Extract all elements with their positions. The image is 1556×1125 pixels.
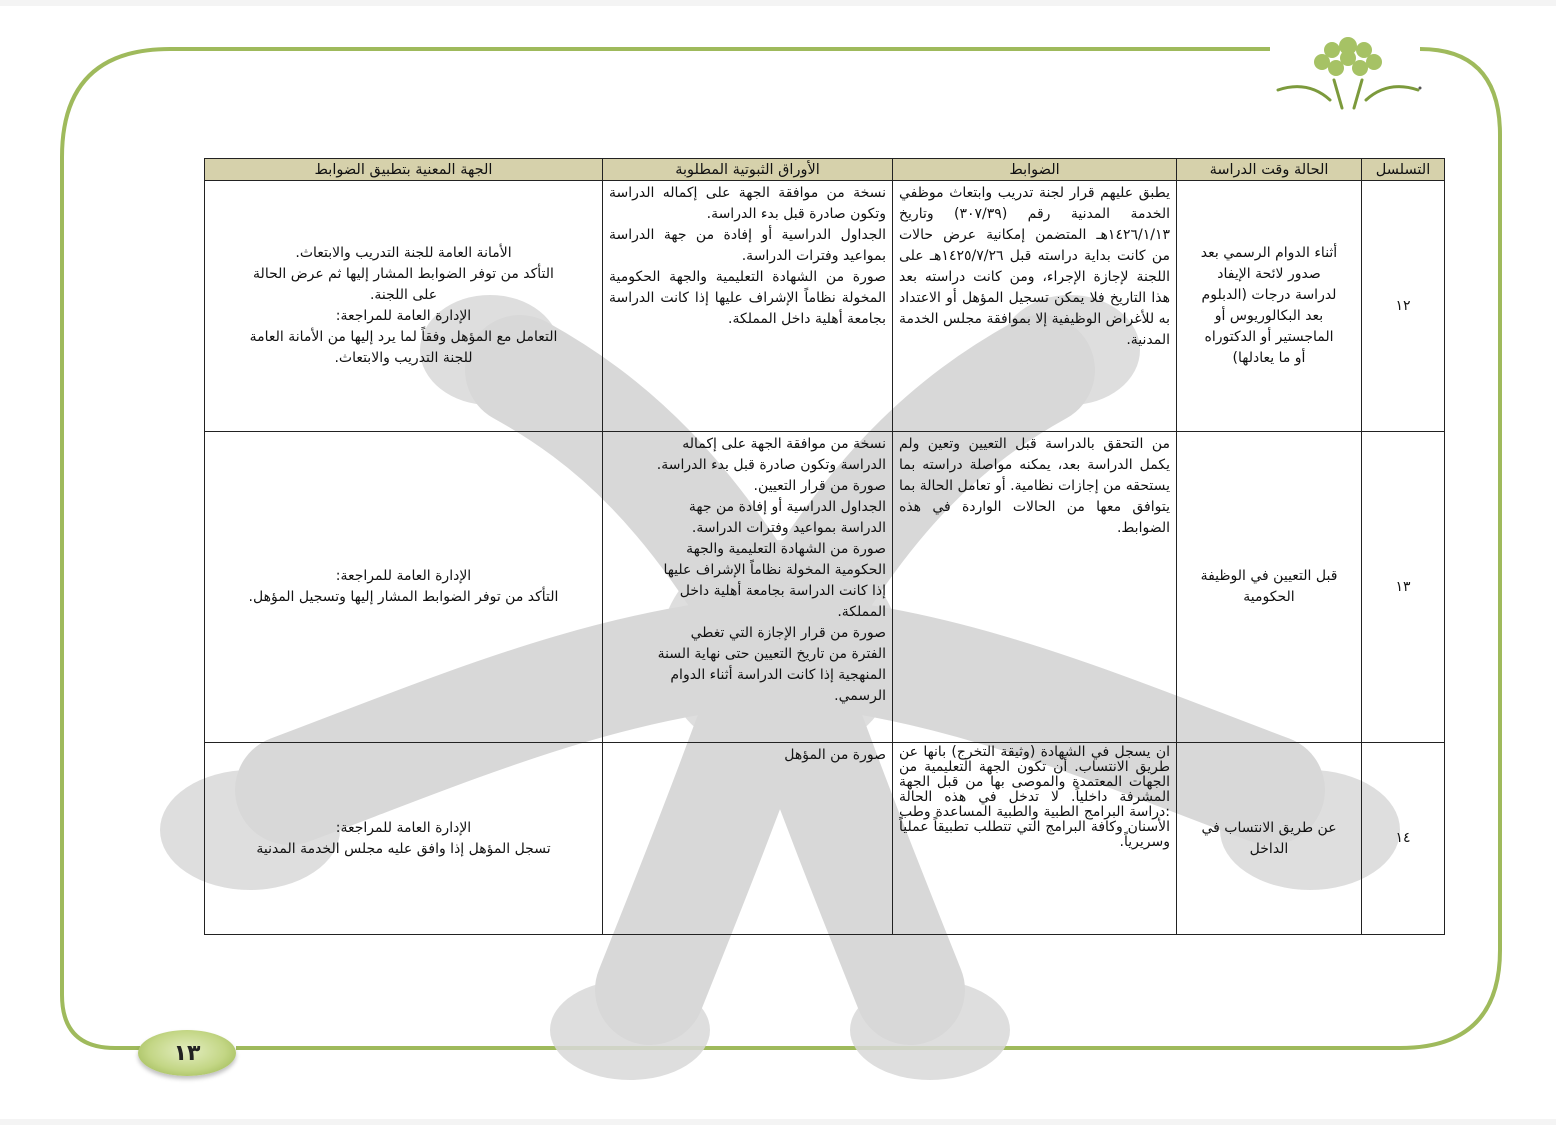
row-documents: نسخة من موافقة الجهة على إكماله الدراسة وتكون صادرة قبل بدء الدراسة. الجداول الدراسية أو إفادة من جهة الدراسة بمواعيد وفترات الدراسة. صورة من الشهادة التعليمية والجهة الحكومية المخولة نظاماً الإشراف عليها إذا كانت الدراسة بجامعة أهلية داخل المملكة.	[603, 181, 893, 432]
row-documents: صورة من المؤهل	[603, 743, 893, 935]
row-serial: ١٢	[1362, 181, 1445, 432]
row-serial: ١٣	[1362, 432, 1445, 743]
row-controls: ان يسجل في الشهادة (وثيقة التخرج) بانها عن طريق الانتساب. أن تكون الجهة التعليمية من الجهات المعتمدة والموصى بها من قبل الجهة المشرفة داخلياً. لا تدخل في هذه الحالة :دراسة البرامج الطبية والطبية المساعدة وطب الأسنان وكافة البرامج التي تتطلب تطبيقاً عملياً وسريرياً.	[893, 743, 1177, 935]
page-number-badge: ١٣	[138, 1030, 236, 1076]
row-controls: من التحقق بالدراسة قبل التعيين وتعين ولم يكمل الدراسة بعد، يمكنه مواصلة دراسته بما يستحقه من إجازات نظامية. أو تعامل الحالة بما يتوافق معها من الحالات الواردة في هذه الضوابط.	[893, 432, 1177, 743]
table-row	[205, 432, 1445, 743]
header-documents: الأوراق الثبوتية المطلوبة	[603, 159, 893, 181]
row-status: أثناء الدوام الرسمي بعد صدور لائحة الإيفاد لدراسة درجات (الدبلوم بعد البكالوريوس أو الماجستير أو الدكتوراه أو ما يعادلها)	[1177, 181, 1362, 432]
header-authority: الجهة المعنية بتطبيق الضوابط	[205, 159, 603, 181]
row-serial: ١٤	[1362, 743, 1445, 935]
regulations-table	[204, 158, 1444, 935]
table-row	[205, 181, 1445, 432]
row-controls: يطبق عليهم قرار لجنة تدريب وابتعاث موظفي الخدمة المدنية رقم (٣٠٧/٣٩) وتاريخ ١٤٢٦/١/١٣هـ المتضمن إمكانية عرض حالات من كانت بداية دراسته قبل ١٤٢٥/٧/٢٦هـ على اللجنة لإجازة الإجراء، ومن كانت دراسته بعد هذا التاريخ فلا يمكن تسجيل المؤهل أو الاعتداد به للأغراض الوظيفية إلا بموافقة مجلس الخدمة المدنية.	[893, 181, 1177, 432]
row-authority: الإدارة العامة للمراجعة: تسجل المؤهل إذا وافق عليه مجلس الخدمة المدنية	[205, 743, 603, 935]
header-serial: التسلسل	[1362, 159, 1445, 181]
table-row	[205, 743, 1445, 935]
row-status: قبل التعيين في الوظيفة الحكومية	[1177, 432, 1362, 743]
header-status: الحالة وقت الدراسة	[1177, 159, 1362, 181]
header-controls: الضوابط	[893, 159, 1177, 181]
emblem-icon	[1268, 28, 1428, 116]
table-header-row	[205, 159, 1445, 181]
row-authority: الأمانة العامة للجنة التدريب والابتعاث. التأكد من توفر الضوابط المشار إليها ثم عرض الحالة على اللجنة. الإدارة العامة للمراجعة: التعامل مع المؤهل وفقاً لما يرد إليها من الأمانة العامة للجنة التدريب والابتعاث.	[205, 181, 603, 432]
row-authority: الإدارة العامة للمراجعة: التأكد من توفر الضوابط المشار إليها وتسجيل المؤهل.	[205, 432, 603, 743]
row-documents: نسخة من موافقة الجهة على إكماله الدراسة وتكون صادرة قبل بدء الدراسة. صورة من قرار التعيين. الجداول الدراسية أو إفادة من جهة الدراسة بمواعيد وفترات الدراسة. صورة من الشهادة التعليمية والجهة الحكومية المخولة نظاماً الإشراف عليها إذا كانت الدراسة بجامعة أهلية داخل المملكة. صورة من قرار الإجازة التي تغطي الفترة من تاريخ التعيين حتى نهاية السنة المنهجية إذا كانت الدراسة أثناء الدوام الرسمي.	[603, 432, 893, 743]
row-status: عن طريق الانتساب في الداخل	[1177, 743, 1362, 935]
